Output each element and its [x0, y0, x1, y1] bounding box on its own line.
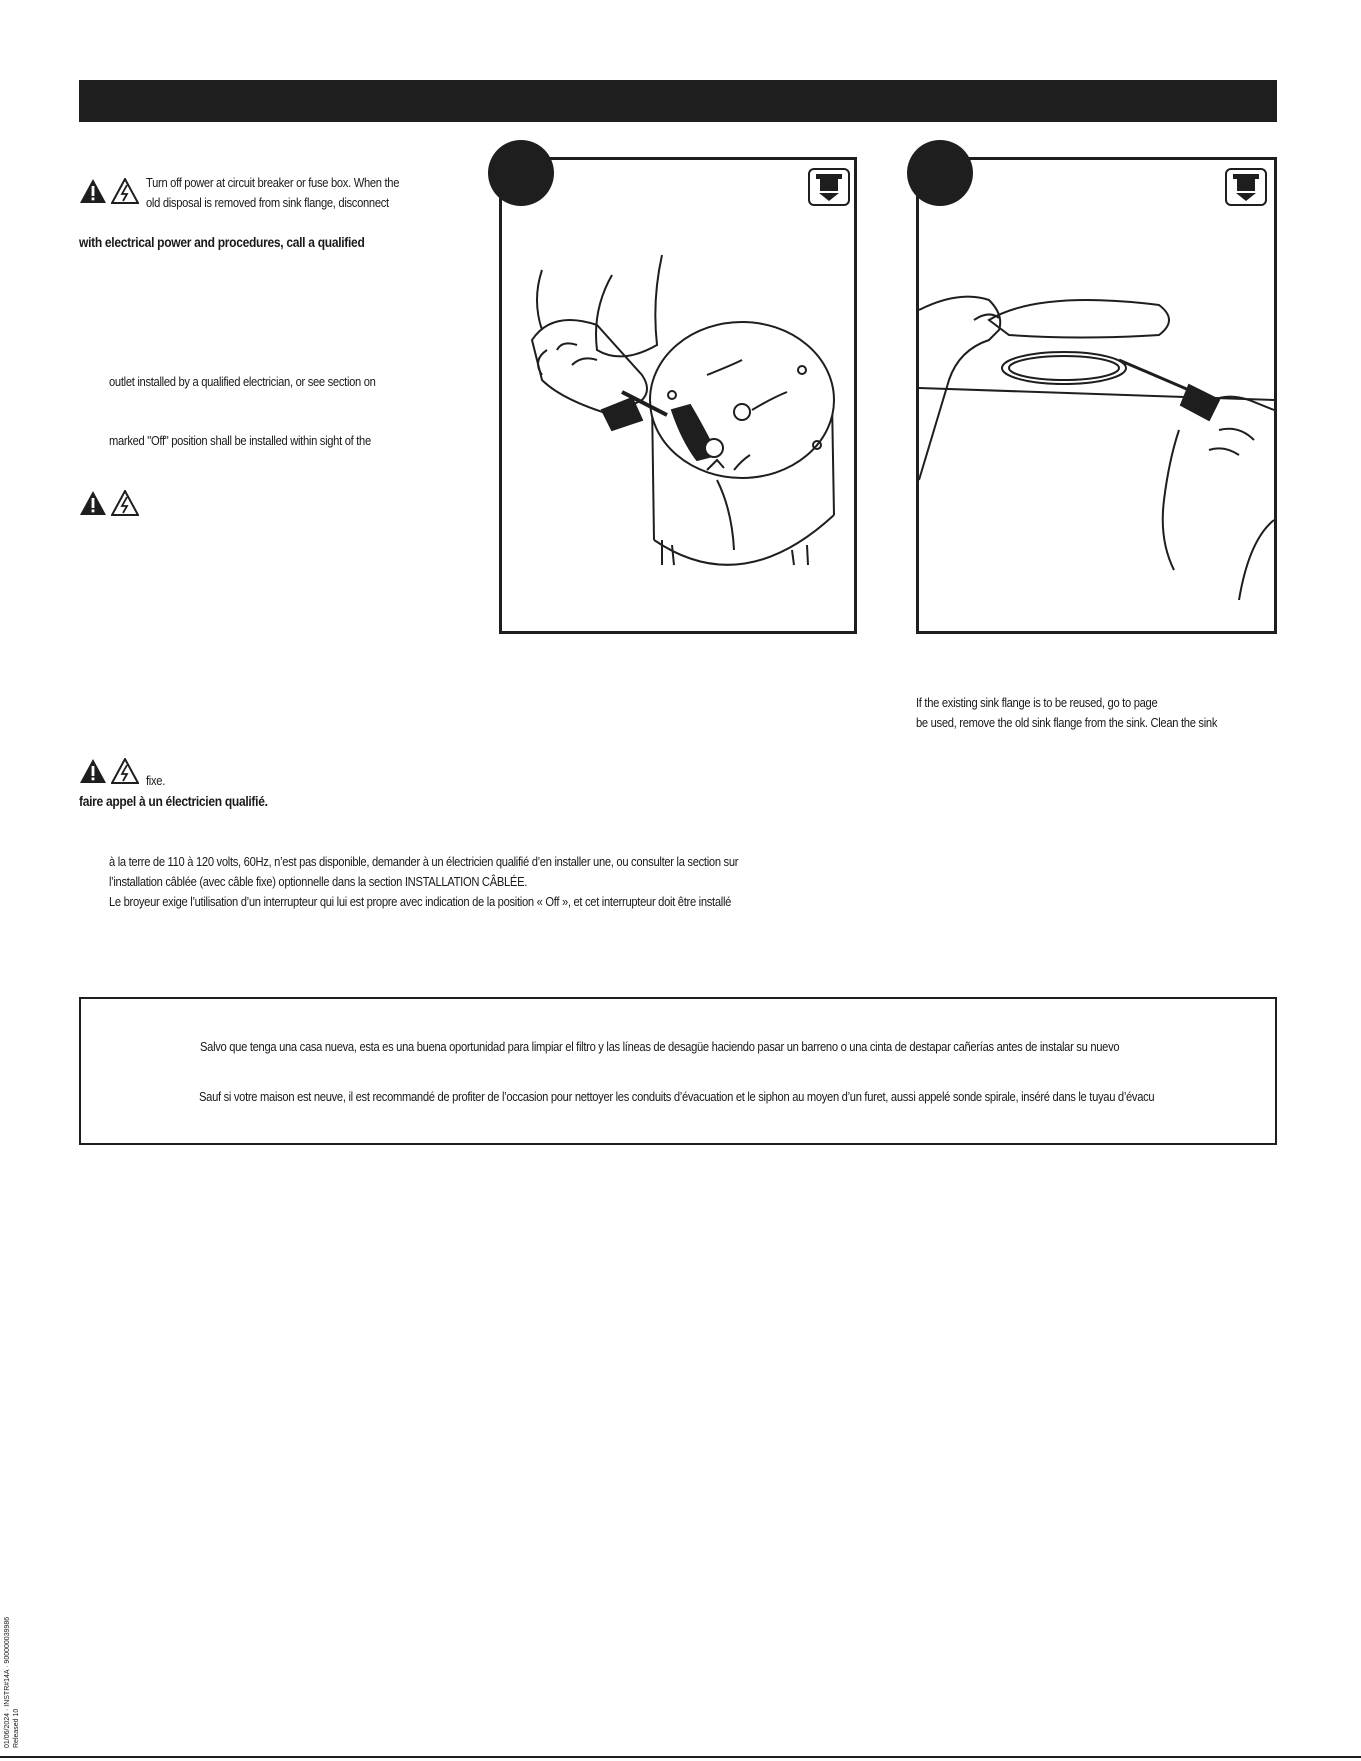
drain-cleaning-tip-box [79, 997, 1277, 1145]
warning-icons-french [79, 758, 139, 784]
tip-spanish-text: Salvo que tenga una casa nueva, esta es una buena oportunidad para limpiar el filtro y las líneas de desagüe haciendo pasar un barreno o una cinta de destapar cañerías antes de instalar su nuevo [200, 1039, 1120, 1054]
document-code-line-1: 01/06/2024 · INSTR#14A · 900000039986 [4, 1616, 11, 1748]
warning-icons-spanish [79, 490, 139, 516]
french-bold-line: faire appel à un électricien qualifié. [79, 793, 268, 809]
step2-text-line-2: be used, remove the old sink flange from the sink. Clean the sink [916, 715, 1218, 730]
disposal-unit-icon [808, 168, 850, 206]
step2-text-line-1: If the existing sink flange is to be reused, go to page [916, 695, 1158, 710]
warning-bold-line: with electrical power and procedures, call a qualified [79, 234, 365, 250]
illustration-panel-step-1 [499, 157, 857, 634]
french-outlet-line-2: l’installation câblée (avec câble fixe) optionnelle dans la section INSTALLATION CÂBLÉE. [109, 874, 528, 889]
electrical-hazard-icon [111, 758, 139, 784]
illustration-panel-step-2 [916, 157, 1277, 634]
warning-text-line-2: old disposal is removed from sink flange, disconnect [146, 195, 389, 210]
electrical-hazard-icon [111, 490, 139, 516]
step-number-circle-1 [488, 140, 554, 206]
outlet-instruction: outlet installed by a qualified electrician, or see section on [109, 374, 376, 389]
warning-triangle-icon [79, 758, 107, 784]
warning-text-line-1: Turn off power at circuit breaker or fuse box. When the [146, 175, 400, 190]
french-switch-line: Le broyeur exige l’utilisation d’un interrupteur qui lui est propre avec indication de la position « Off », et cet interrupteur doit être installé [109, 894, 732, 909]
disposal-unit-icon [1225, 168, 1267, 206]
document-code-line-2: Released 10 [13, 1708, 20, 1748]
tip-french-text: Sauf si votre maison est neuve, il est recommandé de profiter de l’occasion pour nettoyer les conduits d’évacuation et le siphon au moyen d’un furet, aussi appelé sonde spirale, inséré dans le tuyau d’évacu [199, 1089, 1155, 1104]
warning-triangle-icon [79, 490, 107, 516]
footer-rule [0, 1756, 1361, 1758]
section-header-bar [79, 80, 1277, 122]
french-warning-end: fixe. [146, 773, 166, 788]
french-outlet-line-1: à la terre de 110 à 120 volts, 60Hz, n’est pas disponible, demander à un électricien qualifié d’en installer une, ou consulter la section sur [109, 854, 739, 869]
document-release-margin-note [13, 1708, 52, 1756]
disposal-wiring-illustration [502, 160, 854, 631]
warning-triangle-icon [79, 178, 107, 204]
electrical-hazard-icon [111, 178, 139, 204]
sink-flange-removal-illustration [919, 160, 1274, 631]
warning-icons-english [79, 178, 139, 204]
switch-instruction: marked "Off" position shall be installed within sight of the [109, 433, 371, 448]
step-number-circle-2 [907, 140, 973, 206]
